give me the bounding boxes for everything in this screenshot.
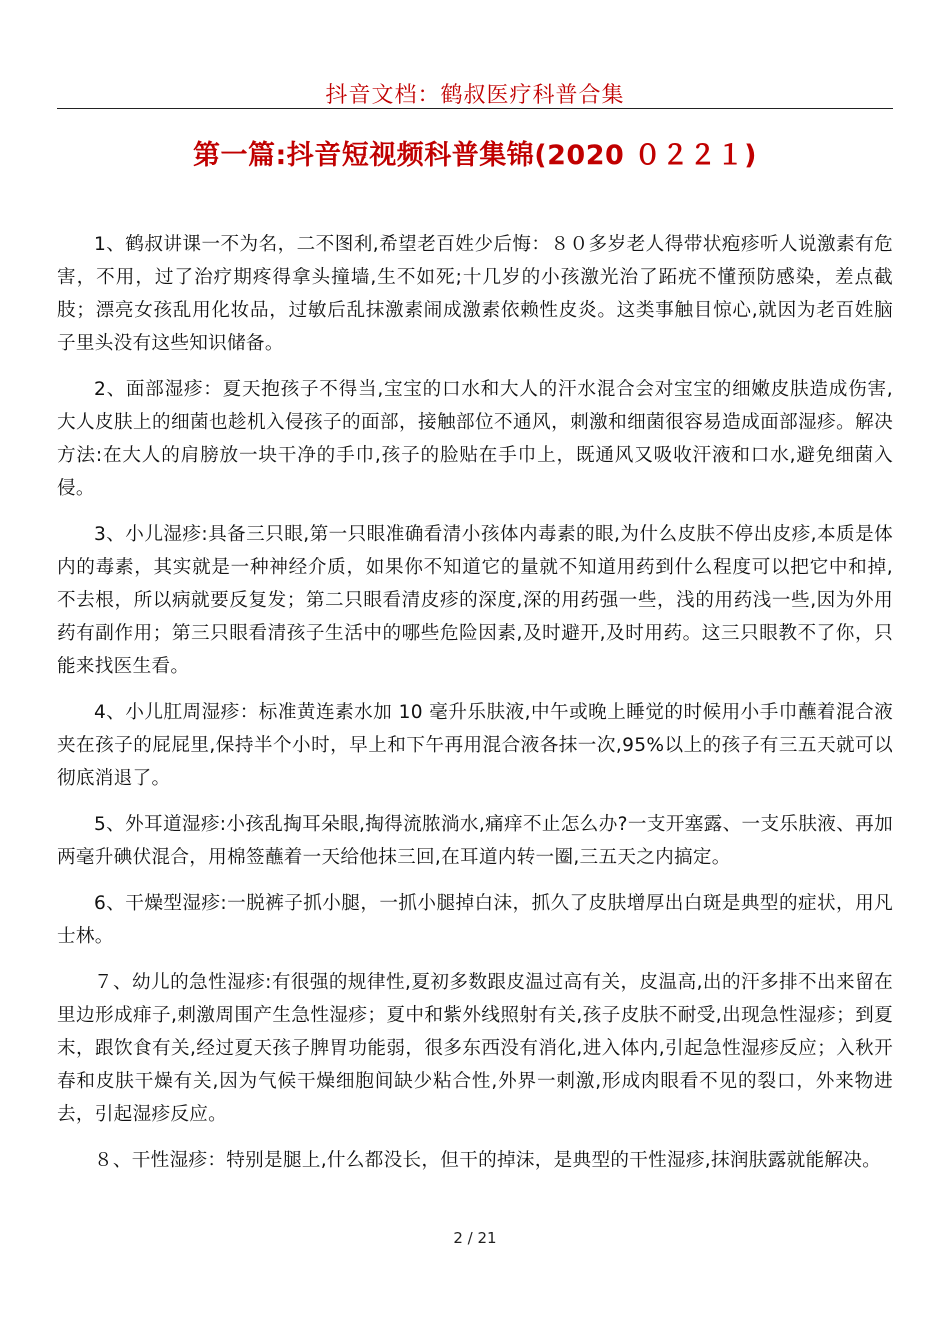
paragraph-5: 5、外耳道湿疹:小孩乱掏耳朵眼,掏得流脓淌水,痛痒不止怎么办?一支开塞露、一支乐肤液、再加两毫升碘伏混合，用棉签蘸着一天给他抹三回,在耳道内转一圈,三五天之内搞定。 xyxy=(57,814,893,868)
paragraph-2: 2、面部湿疹：夏天抱孩子不得当,宝宝的口水和大人的汗水混合会对宝宝的细嫩皮肤造成伤害,大人皮肤上的细菌也趁机入侵孩子的面部，接触部位不通风，刺激和细菌很容易造成面部湿疹。解决方法:在大人的肩膀放一块干净的手巾,孩子的脸贴在手巾上，既通风又吸收汗液和口水,避免细菌入侵。 xyxy=(57,379,893,499)
header-divider xyxy=(57,108,893,109)
paragraph-1: 1、鹤叔讲课一不为名，二不图利,希望老百姓少后悔：８０多岁老人得带状疱疹听人说激素有危害，不用，过了治疗期疼得拿头撞墙,生不如死;十几岁的小孩激光治了跖疣不懂预防感染，差点截肢；漂亮女孩乱用化妆品，过敏后乱抹激素闹成激素依赖性皮炎。这类事触目惊心,就因为老百姓脑子里头没有这些知识储备。 xyxy=(57,234,893,354)
paragraph-6: 6、干燥型湿疹:一脱裤子抓小腿，一抓小腿掉白沫，抓久了皮肤增厚出白斑是典型的症状，用凡士林。 xyxy=(57,893,893,947)
chapter-title: 第一篇:抖音短视频科普集锦(2020 ０２２１) xyxy=(192,140,758,171)
paragraph-7: ７、幼儿的急性湿疹:有很强的规律性,夏初多数跟皮温过高有关，皮温高,出的汗多排不出来留在里边形成痱子,刺激周围产生急性湿疹；夏中和紫外线照射有关,孩子皮肤不耐受,出现急性湿疹；到夏末，跟饮食有关,经过夏天孩子脾胃功能弱，很多东西没有消化,进入体内,引起急性湿疹反应；入秋开春和皮肤干燥有关,因为气候干燥细胞间缺少粘合性,外界一刺激,形成肉眼看不见的裂口，外来物进去，引起湿疹反应。 xyxy=(57,972,893,1125)
paragraph-8: ８、干性湿疹：特别是腿上,什么都没长，但干的掉沫，是典型的干性湿疹,抹润肤露就能解决。 xyxy=(94,1150,882,1171)
document-header: 抖音文档：鹤叔医疗科普合集 xyxy=(325,83,625,108)
document-body xyxy=(57,228,893,1190)
paragraph-3: 3、小儿湿疹:具备三只眼,第一只眼准确看清小孩体内毒素的眼,为什么皮肤不停出皮疹,本质是体内的毒素，其实就是一种神经介质，如果你不知道它的量就不知道用药到什么程度可以把它中和掉,不去根，所以病就要反复发；第二只眼看清皮疹的深度,深的用药强一些，浅的用药浅一些,因为外用药有副作用；第三只眼看清孩子生活中的哪些危险因素,及时避开,及时用药。这三只眼教不了你，只能来找医生看。 xyxy=(57,524,893,677)
paragraph-4: 4、小儿肛周湿疹：标准黄连素水加 10 毫升乐肤液,中午或晚上睡觉的时候用小手巾蘸着混合液夹在孩子的屁屁里,保持半个小时，早上和下午再用混合液各抹一次,95%以上的孩子有三五天就可以彻底消退了。 xyxy=(57,702,893,789)
page-number: 2 / 21 xyxy=(453,1229,497,1247)
